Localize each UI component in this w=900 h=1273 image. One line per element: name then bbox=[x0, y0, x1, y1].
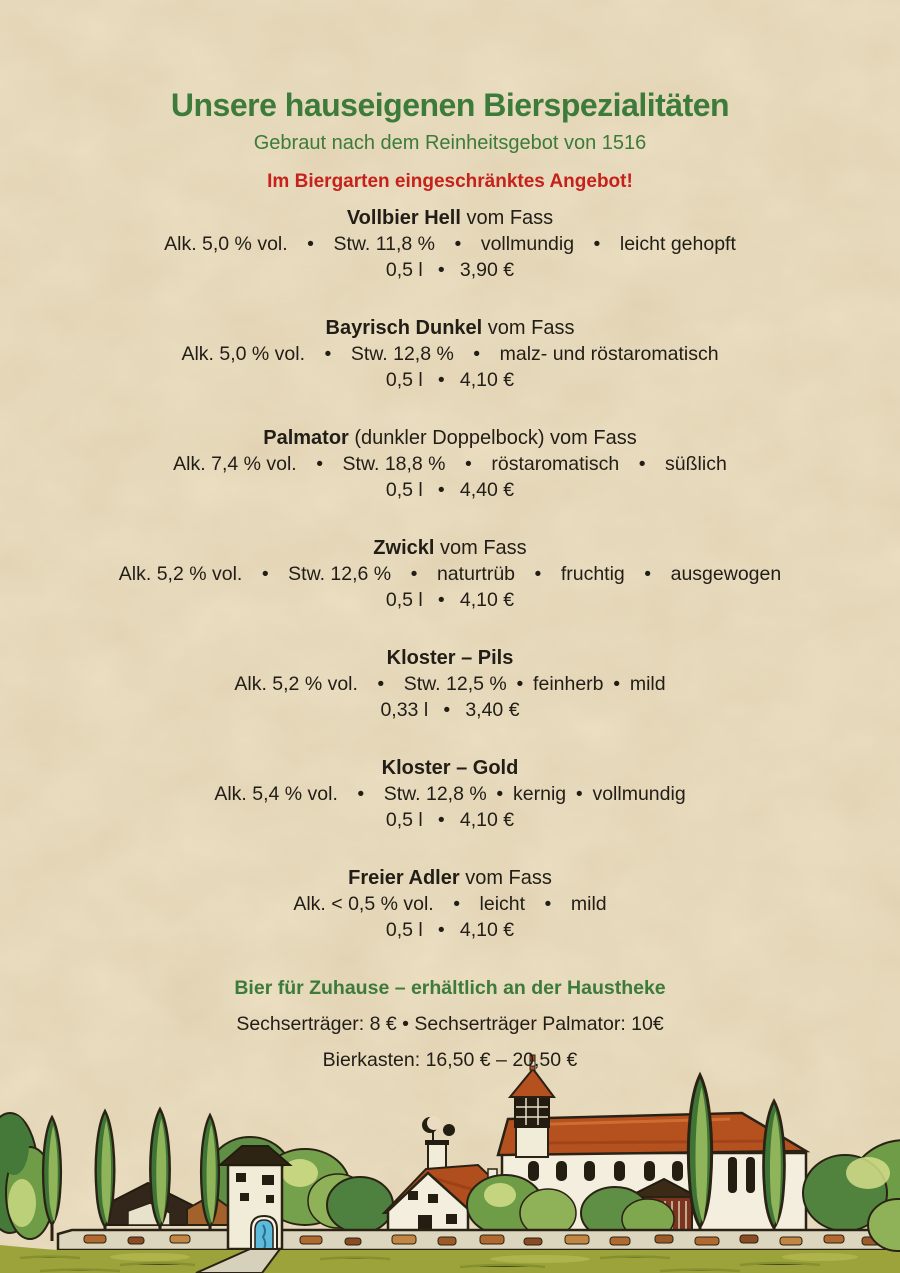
beer-details: Alk. 5,2 % vol. • Stw. 12,6 % • naturtrüb • fruchtig • ausgewogen bbox=[118, 563, 782, 585]
beer-name-bold: Vollbier Hell bbox=[346, 207, 461, 229]
beer-name bbox=[0, 205, 900, 231]
beer-entry bbox=[0, 205, 900, 283]
beer-name bbox=[0, 865, 900, 891]
beer-name-bold: Kloster – Pils bbox=[386, 647, 514, 669]
beer-details: Alk. 5,0 % vol. • Stw. 12,8 % • malz- und röstaromatisch bbox=[181, 343, 719, 365]
beer-price: 0,5 l • 4,40 € bbox=[385, 479, 515, 501]
beer-details: Alk. 5,4 % vol. • Stw. 12,8 % • kernig • vollmundig bbox=[214, 783, 686, 805]
beer-price: 0,5 l • 4,10 € bbox=[385, 369, 515, 391]
beer-entry bbox=[0, 865, 900, 943]
beer-list bbox=[0, 205, 900, 943]
beer-price: 0,5 l • 4,10 € bbox=[385, 809, 515, 831]
page-subtitle: Gebraut nach dem Reinheitsgebot von 1516 bbox=[253, 132, 647, 154]
beer-name-suffix: (dunkler Doppelbock) vom Fass bbox=[348, 427, 637, 449]
beer-price: 0,33 l • 3,40 € bbox=[380, 699, 520, 721]
beer-name-bold: Bayrisch Dunkel bbox=[325, 317, 483, 339]
beer-name-bold: Freier Adler bbox=[348, 867, 460, 889]
beer-entry bbox=[0, 535, 900, 613]
beer-details: Alk. 5,0 % vol. • Stw. 11,8 % • vollmundig • leicht gehopft bbox=[164, 233, 736, 255]
beer-name-suffix: vom Fass bbox=[460, 207, 554, 229]
beer-name bbox=[0, 535, 900, 561]
village-illustration bbox=[0, 1053, 900, 1273]
beer-name bbox=[0, 755, 900, 781]
beer-details: Alk. < 0,5 % vol. • leicht • mild bbox=[293, 893, 607, 915]
beer-price: 0,5 l • 3,90 € bbox=[385, 259, 515, 281]
stone-wall bbox=[58, 1230, 900, 1250]
beer-name-suffix: vom Fass bbox=[482, 317, 575, 339]
beer-name-suffix: vom Fass bbox=[434, 537, 527, 559]
takeaway-heading: Bier für Zuhause – erhältlich an der Haustheke bbox=[234, 977, 666, 999]
beer-entry bbox=[0, 315, 900, 393]
crescent-tower bbox=[422, 1116, 455, 1173]
beer-price: 0,5 l • 4,10 € bbox=[385, 919, 515, 941]
beer-name-suffix: vom Fass bbox=[459, 867, 552, 889]
gate-tower bbox=[220, 1146, 290, 1249]
beer-name-bold: Palmator bbox=[263, 427, 349, 449]
beer-details: Alk. 7,4 % vol. • Stw. 18,8 % • röstaromatisch • süßlich bbox=[173, 453, 727, 475]
beer-entry bbox=[0, 755, 900, 833]
takeaway-section bbox=[0, 975, 900, 1073]
beer-details: Alk. 5,2 % vol. • Stw. 12,5 % • feinherb • mild bbox=[234, 673, 666, 695]
beer-name-bold: Zwickl bbox=[373, 537, 435, 559]
beer-entry bbox=[0, 425, 900, 503]
beer-name-bold: Kloster – Gold bbox=[381, 757, 519, 779]
beer-entry bbox=[0, 645, 900, 723]
page-title: Unsere hauseigenen Bierspezialitäten bbox=[170, 87, 730, 123]
beer-name bbox=[0, 315, 900, 341]
beer-price: 0,5 l • 4,10 € bbox=[385, 589, 515, 611]
beer-name bbox=[0, 645, 900, 671]
takeaway-crate-line: Bierkasten: 16,50 € – 20,50 € bbox=[322, 1049, 578, 1071]
takeaway-sixpack-line: Sechserträger: 8 € • Sechserträger Palmator: 10€ bbox=[236, 1013, 664, 1035]
biergarten-notice: Im Biergarten eingeschränktes Angebot! bbox=[267, 171, 633, 192]
beer-name bbox=[0, 425, 900, 451]
